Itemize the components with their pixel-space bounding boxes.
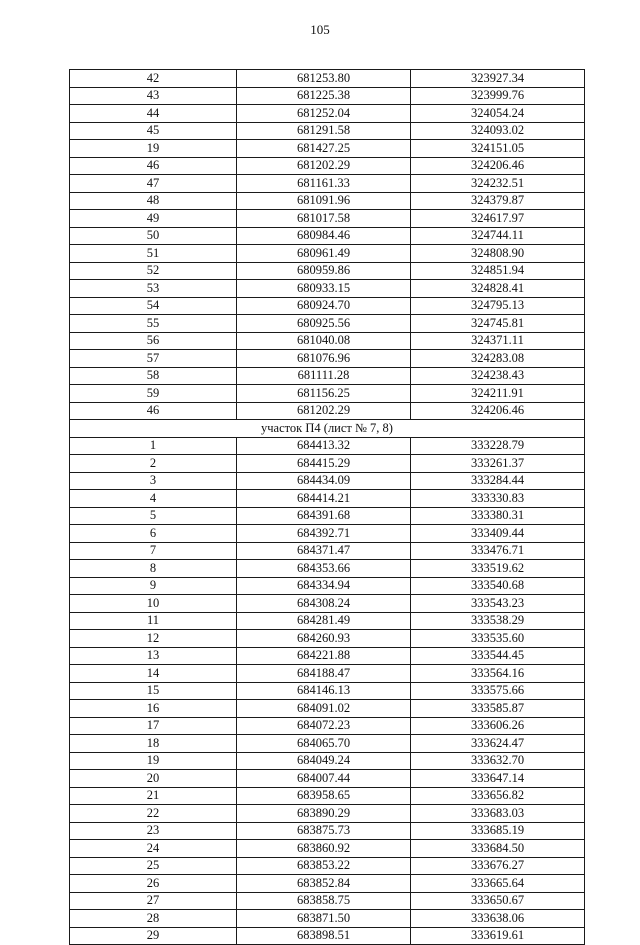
x-coordinate-cell: 680959.86 bbox=[237, 262, 411, 280]
table-row bbox=[70, 910, 585, 928]
point-number-cell: 46 bbox=[70, 157, 237, 175]
point-number-cell: 53 bbox=[70, 280, 237, 298]
point-number-cell: 28 bbox=[70, 910, 237, 928]
point-number-cell: 11 bbox=[70, 612, 237, 630]
x-coordinate-cell: 683875.73 bbox=[237, 822, 411, 840]
x-coordinate-cell: 684415.29 bbox=[237, 455, 411, 473]
x-coordinate-cell: 681040.08 bbox=[237, 332, 411, 350]
y-coordinate-cell: 323927.34 bbox=[411, 70, 585, 88]
x-coordinate-cell: 683958.65 bbox=[237, 787, 411, 805]
x-coordinate-cell: 683860.92 bbox=[237, 840, 411, 858]
point-number-cell: 44 bbox=[70, 105, 237, 123]
x-coordinate-cell: 681253.80 bbox=[237, 70, 411, 88]
point-number-cell: 22 bbox=[70, 805, 237, 823]
y-coordinate-cell: 333676.27 bbox=[411, 857, 585, 875]
table-row bbox=[70, 612, 585, 630]
x-coordinate-cell: 684146.13 bbox=[237, 682, 411, 700]
point-number-cell: 10 bbox=[70, 595, 237, 613]
table-row bbox=[70, 542, 585, 560]
point-number-cell: 48 bbox=[70, 192, 237, 210]
point-number-cell: 6 bbox=[70, 525, 237, 543]
x-coordinate-cell: 681252.04 bbox=[237, 105, 411, 123]
x-coordinate-cell: 684371.47 bbox=[237, 542, 411, 560]
point-number-cell: 46 bbox=[70, 402, 237, 420]
table-row bbox=[70, 70, 585, 88]
table-row bbox=[70, 717, 585, 735]
y-coordinate-cell: 323999.76 bbox=[411, 87, 585, 105]
page-number: 105 bbox=[310, 22, 330, 37]
y-coordinate-cell: 333330.83 bbox=[411, 490, 585, 508]
table-row bbox=[70, 682, 585, 700]
point-number-cell: 19 bbox=[70, 140, 237, 158]
point-number-cell: 2 bbox=[70, 455, 237, 473]
x-coordinate-cell: 681091.96 bbox=[237, 192, 411, 210]
table-row bbox=[70, 175, 585, 193]
y-coordinate-cell: 333632.70 bbox=[411, 752, 585, 770]
table-row bbox=[70, 472, 585, 490]
point-number-cell: 27 bbox=[70, 892, 237, 910]
y-coordinate-cell: 333409.44 bbox=[411, 525, 585, 543]
point-number-cell: 42 bbox=[70, 70, 237, 88]
table-row bbox=[70, 245, 585, 263]
point-number-cell: 5 bbox=[70, 507, 237, 525]
table-row bbox=[70, 507, 585, 525]
point-number-cell: 54 bbox=[70, 297, 237, 315]
table-row bbox=[70, 227, 585, 245]
x-coordinate-cell: 684007.44 bbox=[237, 770, 411, 788]
y-coordinate-cell: 333564.16 bbox=[411, 665, 585, 683]
y-coordinate-cell: 333261.37 bbox=[411, 455, 585, 473]
table-row bbox=[70, 805, 585, 823]
y-coordinate-cell: 324206.46 bbox=[411, 402, 585, 420]
point-number-cell: 50 bbox=[70, 227, 237, 245]
y-coordinate-cell: 324828.41 bbox=[411, 280, 585, 298]
point-number-cell: 29 bbox=[70, 927, 237, 945]
x-coordinate-cell: 684188.47 bbox=[237, 665, 411, 683]
point-number-cell: 57 bbox=[70, 350, 237, 368]
x-coordinate-cell: 684221.88 bbox=[237, 647, 411, 665]
x-coordinate-cell: 684308.24 bbox=[237, 595, 411, 613]
y-coordinate-cell: 324211.91 bbox=[411, 385, 585, 403]
coordinates-group-1 bbox=[70, 70, 585, 420]
point-number-cell: 4 bbox=[70, 490, 237, 508]
y-coordinate-cell: 333606.26 bbox=[411, 717, 585, 735]
table-row bbox=[70, 332, 585, 350]
y-coordinate-cell: 324054.24 bbox=[411, 105, 585, 123]
point-number-cell: 24 bbox=[70, 840, 237, 858]
y-coordinate-cell: 324232.51 bbox=[411, 175, 585, 193]
y-coordinate-cell: 333519.62 bbox=[411, 560, 585, 578]
table-row bbox=[70, 770, 585, 788]
y-coordinate-cell: 333540.68 bbox=[411, 577, 585, 595]
table-row bbox=[70, 490, 585, 508]
x-coordinate-cell: 684281.49 bbox=[237, 612, 411, 630]
y-coordinate-cell: 324851.94 bbox=[411, 262, 585, 280]
y-coordinate-cell: 333665.64 bbox=[411, 875, 585, 893]
table-row bbox=[70, 787, 585, 805]
x-coordinate-cell: 684091.02 bbox=[237, 700, 411, 718]
table-row bbox=[70, 665, 585, 683]
point-number-cell: 12 bbox=[70, 630, 237, 648]
y-coordinate-cell: 333638.06 bbox=[411, 910, 585, 928]
point-number-cell: 13 bbox=[70, 647, 237, 665]
table-row bbox=[70, 315, 585, 333]
table-row bbox=[70, 560, 585, 578]
y-coordinate-cell: 324151.05 bbox=[411, 140, 585, 158]
x-coordinate-cell: 683871.50 bbox=[237, 910, 411, 928]
y-coordinate-cell: 333228.79 bbox=[411, 437, 585, 455]
x-coordinate-cell: 684392.71 bbox=[237, 525, 411, 543]
y-coordinate-cell: 324093.02 bbox=[411, 122, 585, 140]
x-coordinate-cell: 684413.32 bbox=[237, 437, 411, 455]
x-coordinate-cell: 684353.66 bbox=[237, 560, 411, 578]
point-number-cell: 23 bbox=[70, 822, 237, 840]
x-coordinate-cell: 683890.29 bbox=[237, 805, 411, 823]
table-row bbox=[70, 210, 585, 228]
y-coordinate-cell: 333624.47 bbox=[411, 735, 585, 753]
table-row bbox=[70, 595, 585, 613]
point-number-cell: 45 bbox=[70, 122, 237, 140]
table-row bbox=[70, 455, 585, 473]
table-row bbox=[70, 297, 585, 315]
y-coordinate-cell: 333647.14 bbox=[411, 770, 585, 788]
table-row bbox=[70, 700, 585, 718]
point-number-cell: 47 bbox=[70, 175, 237, 193]
x-coordinate-cell: 683853.22 bbox=[237, 857, 411, 875]
table-row bbox=[70, 140, 585, 158]
x-coordinate-cell: 681017.58 bbox=[237, 210, 411, 228]
table-row bbox=[70, 927, 585, 945]
point-number-cell: 14 bbox=[70, 665, 237, 683]
y-coordinate-cell: 333619.61 bbox=[411, 927, 585, 945]
point-number-cell: 1 bbox=[70, 437, 237, 455]
y-coordinate-cell: 333535.60 bbox=[411, 630, 585, 648]
y-coordinate-cell: 333656.82 bbox=[411, 787, 585, 805]
x-coordinate-cell: 684049.24 bbox=[237, 752, 411, 770]
table-row bbox=[70, 437, 585, 455]
x-coordinate-cell: 683898.51 bbox=[237, 927, 411, 945]
x-coordinate-cell: 680984.46 bbox=[237, 227, 411, 245]
point-number-cell: 9 bbox=[70, 577, 237, 595]
x-coordinate-cell: 681291.58 bbox=[237, 122, 411, 140]
point-number-cell: 7 bbox=[70, 542, 237, 560]
x-coordinate-cell: 681111.28 bbox=[237, 367, 411, 385]
table-row bbox=[70, 577, 585, 595]
x-coordinate-cell: 684434.09 bbox=[237, 472, 411, 490]
table-row bbox=[70, 840, 585, 858]
table-row bbox=[70, 735, 585, 753]
x-coordinate-cell: 681076.96 bbox=[237, 350, 411, 368]
point-number-cell: 52 bbox=[70, 262, 237, 280]
point-number-cell: 18 bbox=[70, 735, 237, 753]
point-number-cell: 58 bbox=[70, 367, 237, 385]
point-number-cell: 26 bbox=[70, 875, 237, 893]
table-row bbox=[70, 367, 585, 385]
x-coordinate-cell: 681225.38 bbox=[237, 87, 411, 105]
y-coordinate-cell: 333538.29 bbox=[411, 612, 585, 630]
y-coordinate-cell: 324238.43 bbox=[411, 367, 585, 385]
y-coordinate-cell: 324379.87 bbox=[411, 192, 585, 210]
table-row bbox=[70, 157, 585, 175]
x-coordinate-cell: 680961.49 bbox=[237, 245, 411, 263]
point-number-cell: 51 bbox=[70, 245, 237, 263]
y-coordinate-cell: 333684.50 bbox=[411, 840, 585, 858]
x-coordinate-cell: 680924.70 bbox=[237, 297, 411, 315]
point-number-cell: 49 bbox=[70, 210, 237, 228]
table-row bbox=[70, 822, 585, 840]
y-coordinate-cell: 333650.67 bbox=[411, 892, 585, 910]
point-number-cell: 55 bbox=[70, 315, 237, 333]
y-coordinate-cell: 324617.97 bbox=[411, 210, 585, 228]
point-number-cell: 17 bbox=[70, 717, 237, 735]
y-coordinate-cell: 324371.11 bbox=[411, 332, 585, 350]
y-coordinate-cell: 333683.03 bbox=[411, 805, 585, 823]
table-row bbox=[70, 350, 585, 368]
x-coordinate-cell: 684072.23 bbox=[237, 717, 411, 735]
y-coordinate-cell: 324808.90 bbox=[411, 245, 585, 263]
y-coordinate-cell: 333544.45 bbox=[411, 647, 585, 665]
point-number-cell: 43 bbox=[70, 87, 237, 105]
x-coordinate-cell: 681161.33 bbox=[237, 175, 411, 193]
coordinates-table bbox=[69, 69, 585, 945]
table-row bbox=[70, 192, 585, 210]
y-coordinate-cell: 324744.11 bbox=[411, 227, 585, 245]
point-number-cell: 20 bbox=[70, 770, 237, 788]
y-coordinate-cell: 333476.71 bbox=[411, 542, 585, 560]
x-coordinate-cell: 684260.93 bbox=[237, 630, 411, 648]
table-row bbox=[70, 402, 585, 420]
coordinates-group-2 bbox=[70, 437, 585, 945]
point-number-cell: 8 bbox=[70, 560, 237, 578]
y-coordinate-cell: 324206.46 bbox=[411, 157, 585, 175]
x-coordinate-cell: 684334.94 bbox=[237, 577, 411, 595]
table-row bbox=[70, 892, 585, 910]
table-row bbox=[70, 647, 585, 665]
x-coordinate-cell: 681156.25 bbox=[237, 385, 411, 403]
y-coordinate-cell: 333380.31 bbox=[411, 507, 585, 525]
x-coordinate-cell: 684414.21 bbox=[237, 490, 411, 508]
table-row bbox=[70, 280, 585, 298]
point-number-cell: 19 bbox=[70, 752, 237, 770]
table-row bbox=[70, 87, 585, 105]
point-number-cell: 25 bbox=[70, 857, 237, 875]
y-coordinate-cell: 333585.87 bbox=[411, 700, 585, 718]
table-row bbox=[70, 525, 585, 543]
y-coordinate-cell: 333284.44 bbox=[411, 472, 585, 490]
x-coordinate-cell: 681427.25 bbox=[237, 140, 411, 158]
point-number-cell: 21 bbox=[70, 787, 237, 805]
table-row bbox=[70, 262, 585, 280]
y-coordinate-cell: 324795.13 bbox=[411, 297, 585, 315]
section-header-row-group bbox=[70, 420, 585, 438]
x-coordinate-cell: 680933.15 bbox=[237, 280, 411, 298]
point-number-cell: 3 bbox=[70, 472, 237, 490]
point-number-cell: 16 bbox=[70, 700, 237, 718]
y-coordinate-cell: 333575.66 bbox=[411, 682, 585, 700]
table-row bbox=[70, 105, 585, 123]
table-row bbox=[70, 122, 585, 140]
table-row bbox=[70, 385, 585, 403]
y-coordinate-cell: 324745.81 bbox=[411, 315, 585, 333]
table-row bbox=[70, 752, 585, 770]
x-coordinate-cell: 684065.70 bbox=[237, 735, 411, 753]
point-number-cell: 15 bbox=[70, 682, 237, 700]
x-coordinate-cell: 681202.29 bbox=[237, 402, 411, 420]
x-coordinate-cell: 684391.68 bbox=[237, 507, 411, 525]
y-coordinate-cell: 333543.23 bbox=[411, 595, 585, 613]
section-header-row bbox=[70, 420, 585, 438]
x-coordinate-cell: 683852.84 bbox=[237, 875, 411, 893]
table-row bbox=[70, 875, 585, 893]
x-coordinate-cell: 680925.56 bbox=[237, 315, 411, 333]
point-number-cell: 59 bbox=[70, 385, 237, 403]
section-title: участок П4 (лист № 7, 8) bbox=[70, 420, 585, 438]
y-coordinate-cell: 333685.19 bbox=[411, 822, 585, 840]
point-number-cell: 56 bbox=[70, 332, 237, 350]
x-coordinate-cell: 681202.29 bbox=[237, 157, 411, 175]
table-row bbox=[70, 857, 585, 875]
y-coordinate-cell: 324283.08 bbox=[411, 350, 585, 368]
table-row bbox=[70, 630, 585, 648]
x-coordinate-cell: 683858.75 bbox=[237, 892, 411, 910]
